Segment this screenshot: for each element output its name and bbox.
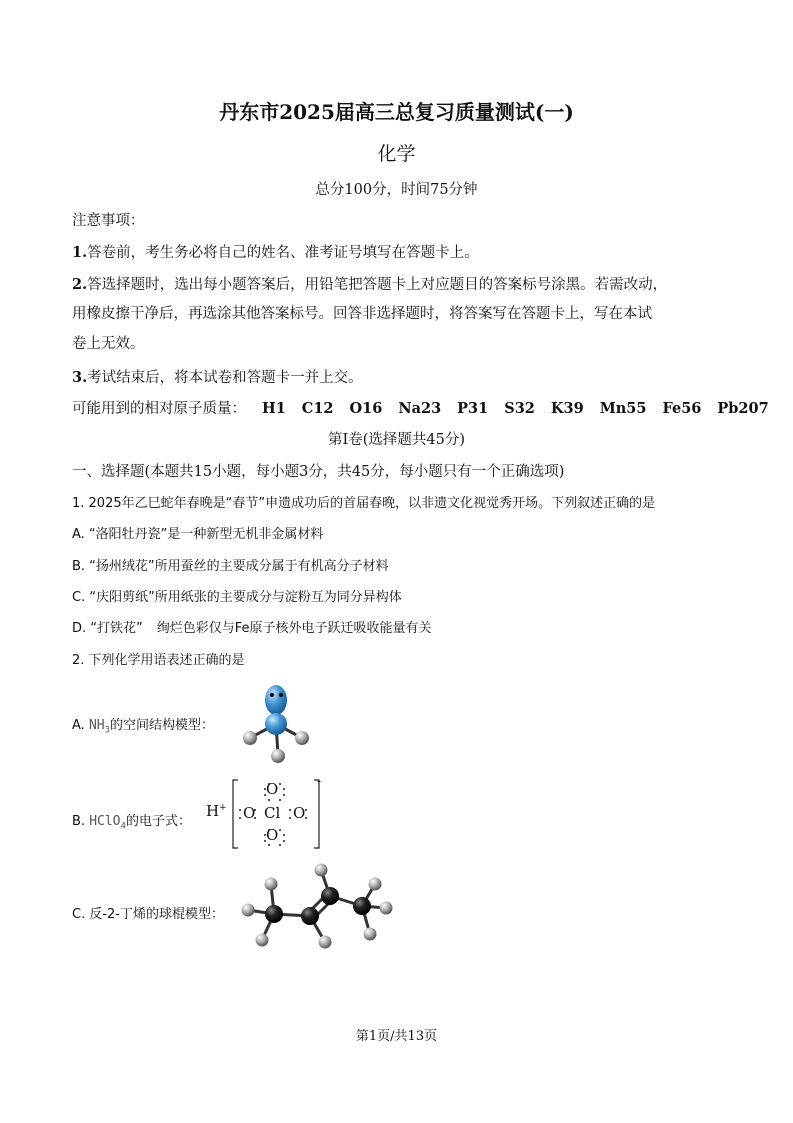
hydrogen-ion: H+ [206,802,227,820]
atomic-mass-o: O16 [349,400,383,417]
page-footer: 第1页/共13页 [355,1029,438,1044]
hydrogen-atom [295,731,309,745]
q1-option-c: C. “庆阳剪纸”所用纸张的主要成分与淀粉互为同分异构体 [72,590,402,605]
hydrogen-atom [319,936,332,949]
atomic-mass-c: C12 [301,400,334,417]
note-2-line-2: 用橡皮擦干净后，再选涂其他答案标号。回答非选择题时，将答案写在答题卡上，写在本试 [72,306,652,322]
note-2-number: 2. [72,276,88,293]
exam-meta: 总分100分，时间75分钟 [315,182,478,198]
q1-option-d-prefix: D. “打铁花” [72,621,143,636]
part-heading: 第Ⅰ卷(选择题共45分) [328,432,465,448]
atomic-mass-k: K39 [550,400,584,417]
note-2-text: 答选择题时，选出每小题答案后，用铅笔把答题卡上对应题目的答案标号涂黑。若需改动， [87,277,668,293]
hydrogen-atom [315,864,328,877]
q1-option-b: B. “扬州绒花”所用蚕丝的主要成分属于有机高分子材料 [72,559,389,574]
anion-charge: - [317,774,322,788]
hydrogen-atom [243,731,257,745]
section-heading: 一、选择题(本题共15小题，每小题3分，共45分，每小题只有一个正确选项) [72,464,565,480]
atomic-masses [72,397,769,418]
q2-option-b-label: B. [72,814,86,829]
atomic-mass-mn: Mn55 [599,400,647,417]
subject-title: 化学 [377,143,416,165]
atomic-mass-pb: Pb207 [717,400,769,417]
hydrogen-atom [256,934,269,947]
oxygen-top: O [266,780,279,798]
atomic-mass-fe: Fe56 [662,400,702,417]
q2-option-a-text: 的空间结构模型： [110,718,215,733]
q2-option-b [72,810,191,832]
q2-stem: 2. 下列化学用语表述正确的是 [72,653,245,668]
chlorine: Cl [264,804,281,822]
atomic-mass-s: S32 [504,400,535,417]
carbon-atom [265,905,283,923]
q2-option-c: C. 反-2-丁烯的球棍模型： [72,907,224,922]
notes-heading: 注意事项： [72,213,145,229]
note-2-line-1 [72,273,667,294]
note-3 [72,366,363,387]
oxygen-left: O [243,804,256,822]
hydrogen-atom [364,928,377,941]
oxygen-bottom: O [266,826,279,844]
q1-option-d-text: 绚烂色彩仅与Fe原子核外电子跃迁吸收能量有关 [156,621,432,636]
note-1 [72,241,479,262]
hydrogen-atom [242,904,255,917]
note-3-text: 考试结束后，将本试卷和答题卡一并上交。 [87,370,363,386]
nh3-formula: $NH_3$ [88,718,111,736]
q2-option-a [72,714,214,736]
atomic-mass-p: P31 [457,400,489,417]
trans-2-butene-ball-model [240,860,400,960]
q1-stem: 1. 2025年乙巳蛇年春晚是“春节”申遗成功后的首届春晚，以非遗文化视觉秀开场。下列叙述正确的是 [72,496,656,511]
nh3-ball-model [238,680,318,766]
hydrogen-atom [369,878,382,891]
q2-option-a-label: A. [72,718,85,733]
hclo4-formula: HClO$_4$ [89,814,126,832]
carbon-atom [321,887,339,905]
atomic-mass-na: Na23 [398,400,442,417]
hydrogen-atom [380,902,393,915]
note-1-text: 答卷前，考生务必将自己的姓名、准考证号填写在答题卡上。 [87,245,479,261]
hydrogen-atom [265,878,278,891]
lone-pair-lobe [265,685,287,715]
exam-title: 丹东市2025届高三总复习质量测试(一) [219,100,574,124]
carbon-atom [353,897,371,915]
q1-option-d [72,617,432,636]
atomic-mass-h: H1 [262,400,286,417]
note-3-number: 3. [72,369,88,386]
atomic-masses-label: 可能用到的相对原子质量： [72,401,246,417]
oxygen-right: O [293,804,306,822]
q1-option-a: A. “洛阳牡丹瓷”是一种新型无机非金属材料 [72,527,324,542]
hydrogen-atom [271,749,285,763]
nitrogen-atom [265,713,287,735]
q2-option-b-text: 的电子式： [125,814,191,829]
note-1-number: 1. [72,244,88,261]
note-2-line-3: 卷上无效。 [72,336,145,352]
carbon-atom [301,907,319,925]
